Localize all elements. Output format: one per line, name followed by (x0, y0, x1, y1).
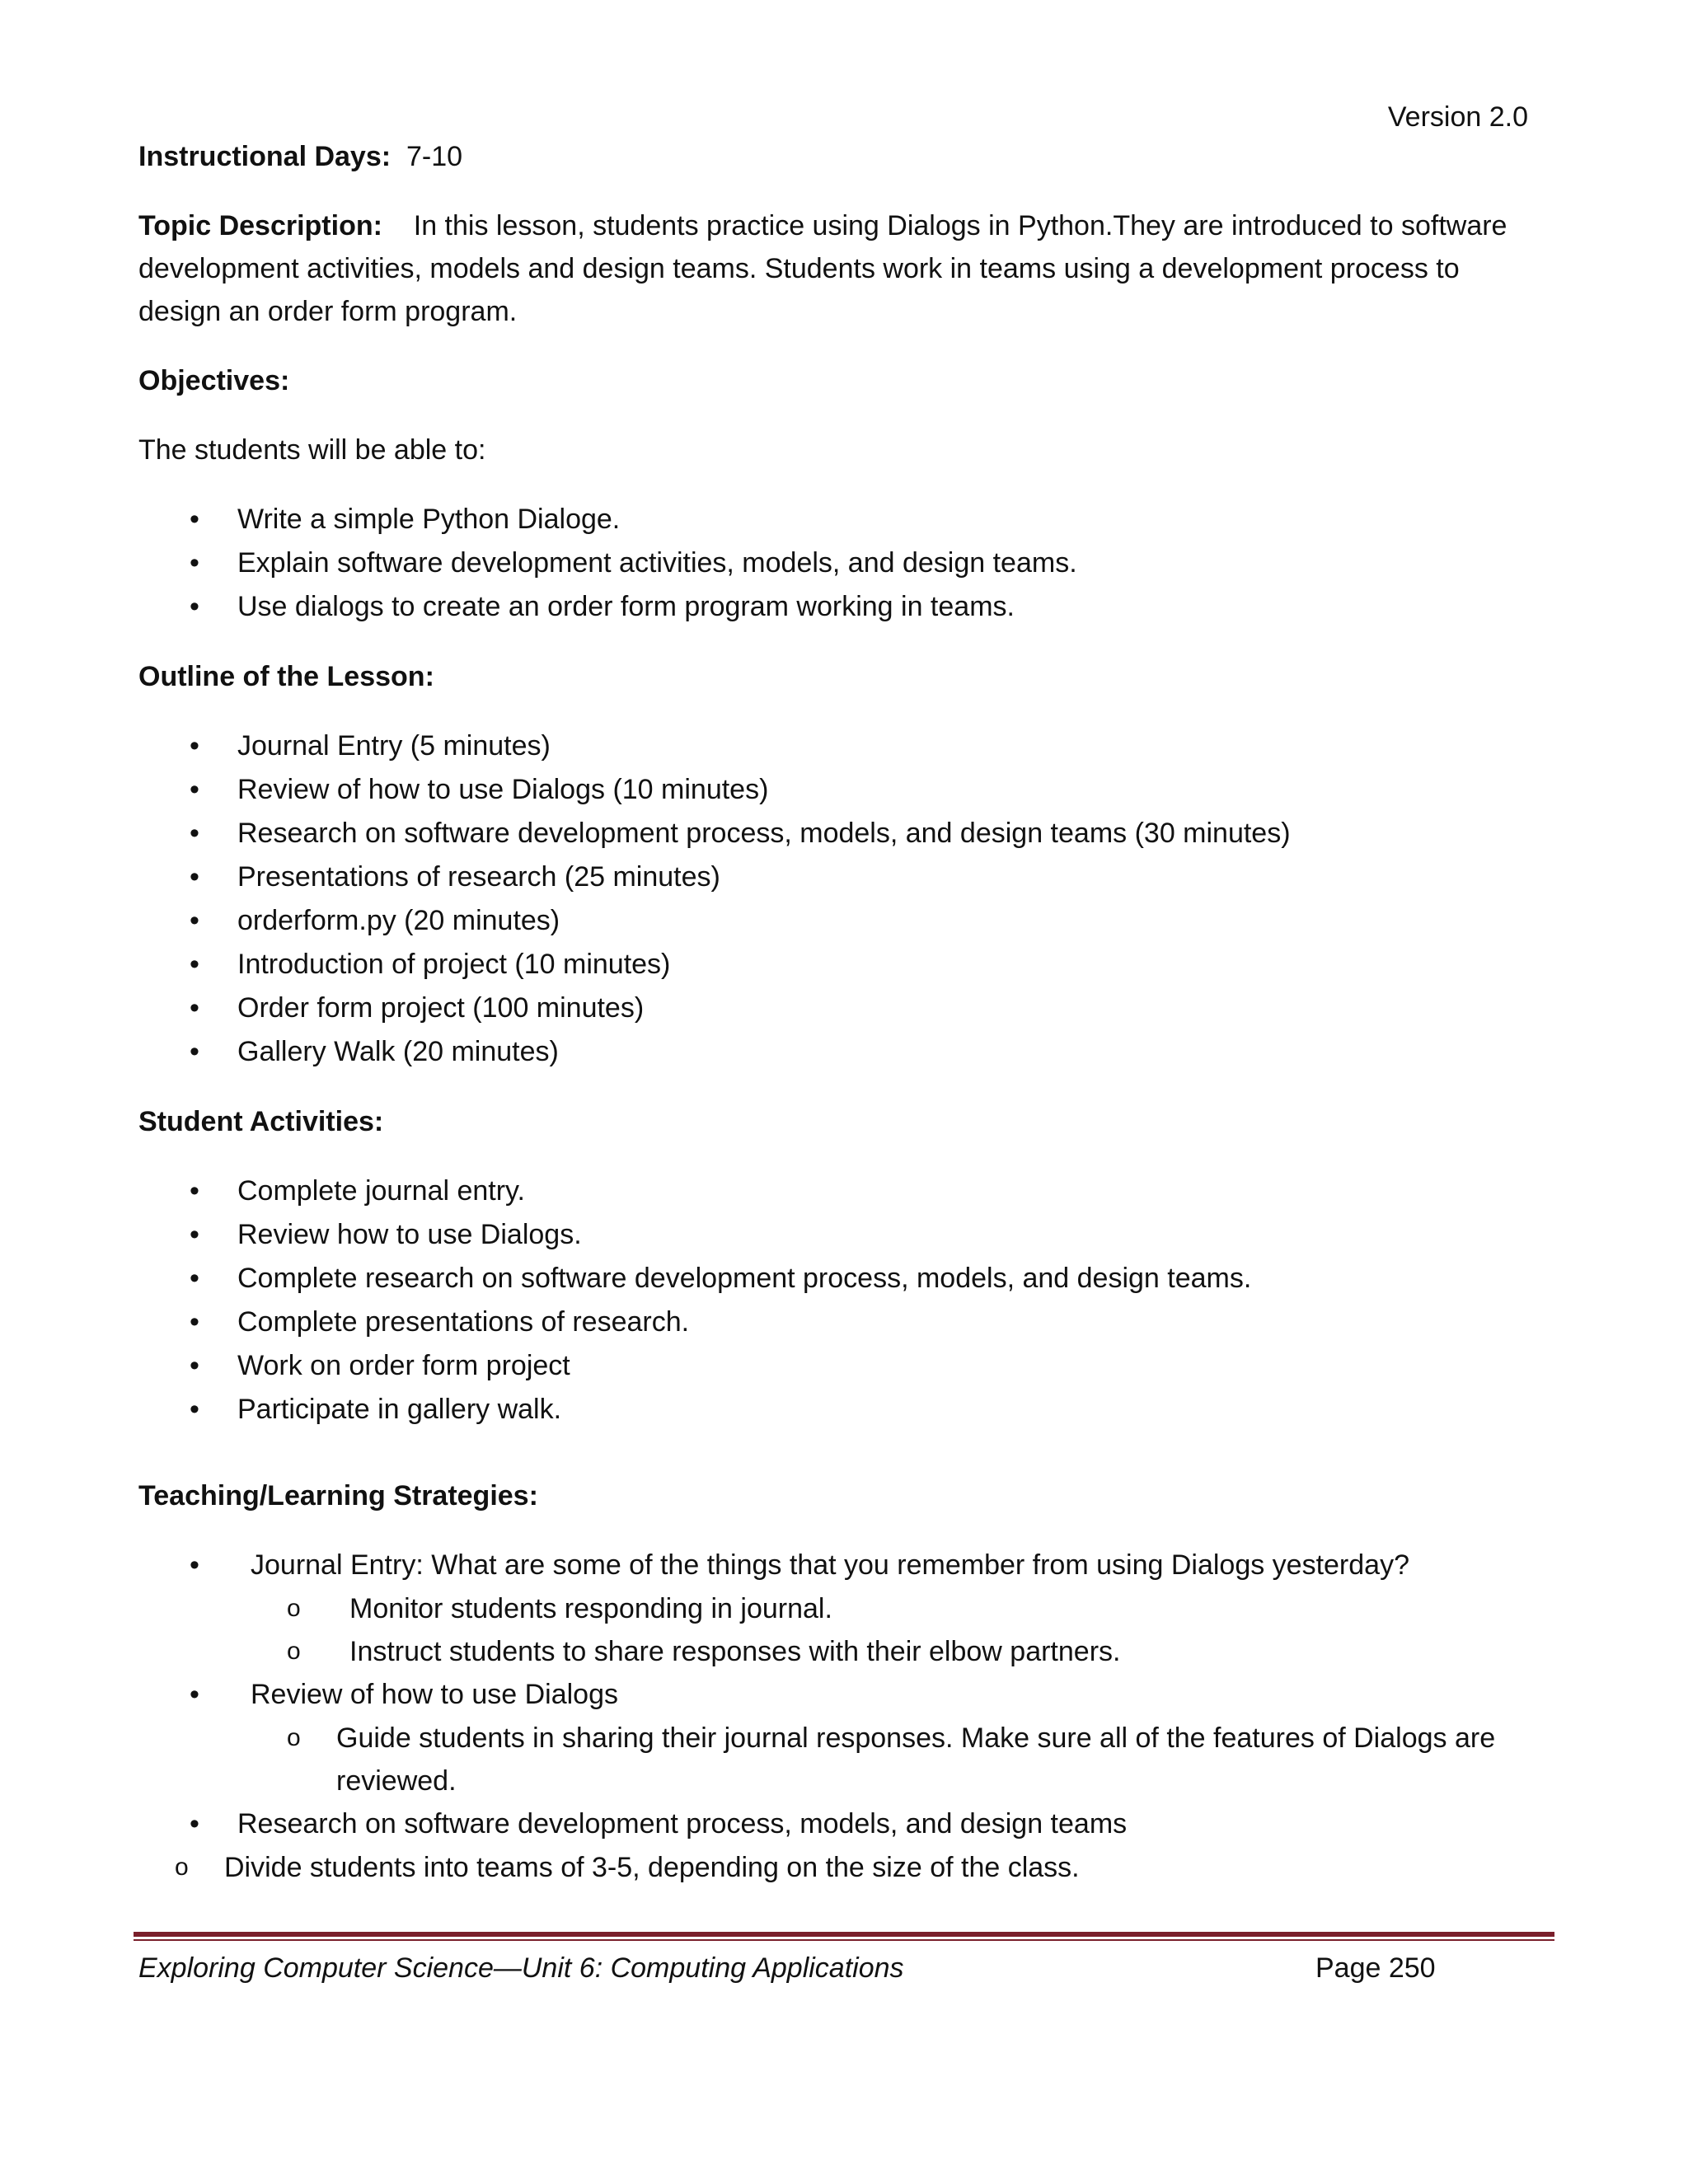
footer-course-title: Exploring Computer Science—Unit 6: Computing Applications (138, 1952, 904, 1984)
footer-rule-thick (134, 1932, 1554, 1937)
sub-list-item: o Monitor students responding in journal. (138, 1587, 1550, 1630)
topic-description (138, 204, 1550, 333)
strategies-list (138, 1544, 1550, 1889)
footer-rule (134, 1932, 1554, 1942)
student-activities-heading: Student Activities: (138, 1106, 384, 1137)
topic-description-text: In this lesson, students practice using Dialogs in Python.They are introduced to software development activities, models and design teams. Students work in teams using a development process to design an order form program. (138, 210, 1507, 327)
sub-list-item: o Divide students into teams of 3-5, depending on the size of the class. (26, 1846, 1550, 1889)
outline-list (138, 724, 1550, 1074)
instructional-days (138, 135, 1550, 178)
strategy-item (138, 1802, 1550, 1889)
strategy-item-text: Journal Entry: What are some of the things that you remember from using Dialogs yesterday? (251, 1549, 1409, 1581)
footer-rule-thin (134, 1939, 1554, 1941)
list-item: • Introduction of project (10 minutes) (138, 943, 1550, 987)
instructional-days-value: 7-10 (406, 141, 463, 172)
strategy-subitems (251, 1587, 1550, 1673)
version-label: Version 2.0 (1387, 101, 1528, 133)
sub-list-item: o Instruct students to share responses with their elbow partners. (138, 1630, 1550, 1673)
strategy-item-text: Review of how to use Dialogs (251, 1679, 619, 1710)
list-item: • Review how to use Dialogs. (138, 1213, 1550, 1257)
list-item: • orderform.py (20 minutes) (138, 899, 1550, 943)
list-item: • Work on order form project (138, 1344, 1550, 1388)
strategy-item-text: Research on software development process, models, and design teams (237, 1808, 1128, 1840)
list-item: • Journal Entry (5 minutes) (138, 724, 1550, 768)
list-item: • Complete presentations of research. (138, 1301, 1550, 1344)
footer-page-number: Page 250 (1315, 1952, 1436, 1984)
lesson-content (138, 135, 1550, 1889)
topic-description-label: Topic Description: (138, 210, 382, 241)
list-item: • Explain software development activities, models, and design teams. (138, 541, 1550, 585)
outline-heading: Outline of the Lesson: (138, 661, 434, 692)
list-item: • Complete journal entry. (138, 1169, 1550, 1213)
list-item: • Review of how to use Dialogs (10 minutes) (138, 768, 1550, 812)
list-item: • Write a simple Python Dialoge. (138, 498, 1550, 541)
student-activities-list (138, 1169, 1550, 1432)
objectives-heading: Objectives: (138, 365, 290, 396)
list-item: • Participate in gallery walk. (138, 1388, 1550, 1432)
objectives-list (138, 498, 1550, 629)
objectives-intro: The students will be able to: (138, 434, 486, 466)
strategies-heading: Teaching/Learning Strategies: (138, 1480, 538, 1511)
list-item: • Presentations of research (25 minutes) (138, 855, 1550, 899)
sub-list-item: o Guide students in sharing their journal responses. Make sure all of the features of Dialogs are reviewed. (138, 1717, 1550, 1802)
list-item: • Complete research on software development process, models, and design teams. (138, 1257, 1550, 1301)
list-item: • Gallery Walk (20 minutes) (138, 1030, 1550, 1074)
strategy-item (138, 1673, 1550, 1802)
instructional-days-label: Instructional Days: (138, 141, 392, 172)
list-item: • Research on software development process, models, and design teams (30 minutes) (138, 812, 1550, 855)
list-item: • Order form project (100 minutes) (138, 987, 1550, 1030)
strategy-subitems (251, 1717, 1550, 1802)
strategy-subitems (138, 1846, 1550, 1889)
strategy-item (138, 1544, 1550, 1673)
list-item: • Use dialogs to create an order form program working in teams. (138, 585, 1550, 629)
